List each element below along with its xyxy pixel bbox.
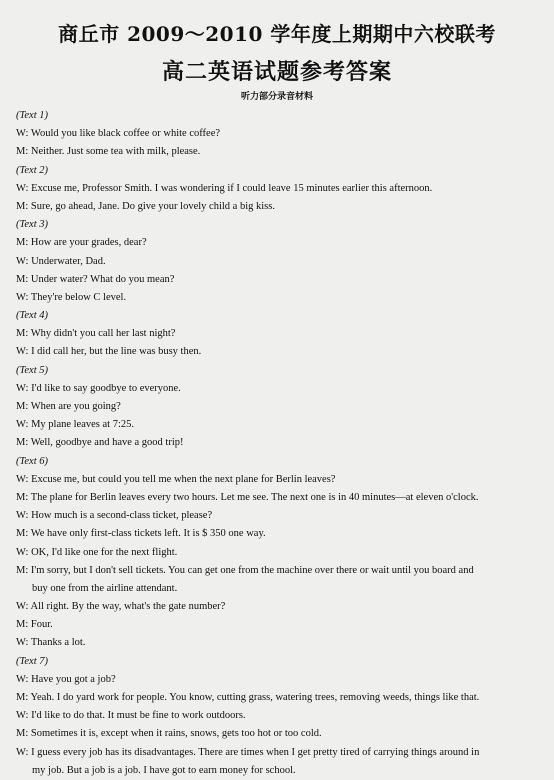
dialogue-line: W: Underwater, Dad. <box>16 255 106 267</box>
dialogue-line: W: My plane leaves at 7:25. <box>16 419 134 431</box>
dialogue-line: M: The plane for Berlin leaves every two hours. Let me see. The next one is in 40 minutes—at eleven o'clock. <box>16 491 479 503</box>
text-heading: (Text 7) <box>16 655 48 667</box>
dialogue-line: M: Sure, go ahead, Jane. Do give your lovely child a big kiss. <box>16 200 275 212</box>
dialogue-line: M: Why didn't you call her last night? <box>16 328 176 340</box>
dialogue-line: W: All right. By the way, what's the gate number? <box>16 601 226 613</box>
dialogue-line: my job. But a job is a job. I have got to earn money for school. <box>32 764 296 776</box>
dialogue-line: W: OK, I'd like one for the next flight. <box>16 546 178 558</box>
dialogue-line: M: We have only first-class tickets left. It is $ 350 one way. <box>16 528 266 540</box>
dialogue-line: M: Sometimes it is, except when it rains, snows, gets too hot or too cold. <box>16 728 322 740</box>
text-heading: (Text 4) <box>16 310 48 322</box>
dialogue-line: M: How are your grades, dear? <box>16 237 147 249</box>
dialogue-line: M: Yeah. I do yard work for people. You know, cutting grass, watering trees, removing weeds, things like that. <box>16 692 480 703</box>
transcript-body <box>16 107 544 780</box>
dialogue-line: M: When are you going? <box>16 401 121 412</box>
dialogue-line: W: Would you like black coffee or white coffee? <box>16 128 221 140</box>
dialogue-line: M: Under water? What do you mean? <box>16 273 175 285</box>
dialogue-line: W: I'd like to do that. It must be fine to work outdoors. <box>16 710 246 722</box>
dialogue-line: W: Excuse me, but could you tell me when the next plane for Berlin leaves? <box>16 473 336 485</box>
dialogue-line: W: Excuse me, Professor Smith. I was wondering if I could leave 15 minutes earlier this afternoon. <box>16 182 433 194</box>
dialogue-line: W: I did call her, but the line was busy then. <box>16 346 202 358</box>
dialogue-line: W: I'd like to say goodbye to everyone. <box>16 382 181 394</box>
document-title: 商丘市 2009～2010 学年度上期期中六校联考 <box>58 22 496 46</box>
dialogue-line: M: I'm sorry, but I don't sell tickets. You can get one from the machine over there or wait until you board and <box>16 564 474 576</box>
dialogue-line: M: Four. <box>16 619 53 631</box>
page-footer <box>0 766 554 776</box>
text-heading: (Text 2) <box>16 164 48 176</box>
dialogue-line: W: Thanks a lot. <box>16 637 86 649</box>
text-heading: (Text 5) <box>16 364 48 376</box>
text-heading: (Text 1) <box>16 110 48 121</box>
dialogue-line: M: Neither. Just some tea with milk, please. <box>16 146 201 158</box>
document-subtitle: 高二英语试题参考答案 <box>161 59 392 85</box>
dialogue-line: buy one from the airline attendant. <box>32 582 178 594</box>
dialogue-line: W: Have you got a job? <box>16 673 116 685</box>
section-heading: 听力部分录音材料 <box>240 92 313 102</box>
dialogue-line: W: They're below C level. <box>16 291 127 303</box>
text-heading: (Text 3) <box>16 219 48 231</box>
dialogue-line: W: I guess every job has its disadvantages. There are times when I get pretty tired of carrying things around in <box>16 746 480 758</box>
dialogue-line: W: How much is a second-class ticket, please? <box>16 510 213 522</box>
dialogue-line: M: Well, goodbye and have a good trip! <box>16 437 184 449</box>
text-heading: (Text 6) <box>16 455 48 467</box>
